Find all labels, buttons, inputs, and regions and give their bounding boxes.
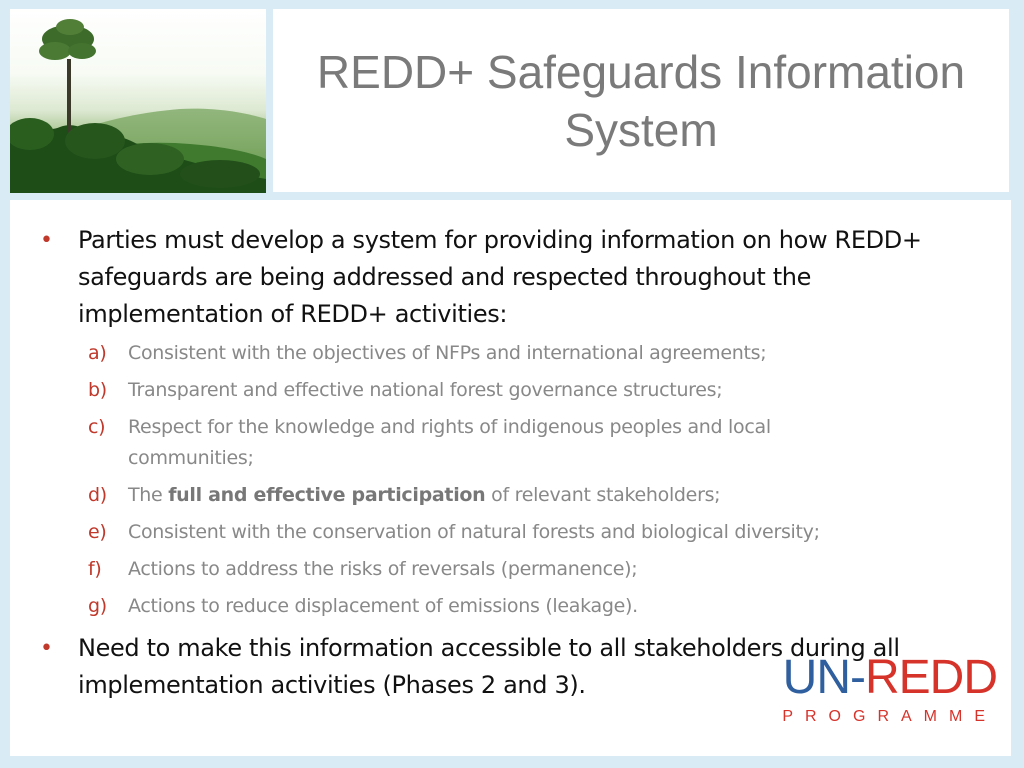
bullet-marker: • xyxy=(40,228,53,253)
un-redd-logo xyxy=(767,652,997,742)
safeguard-text-pre: The xyxy=(128,484,169,506)
bullet-item xyxy=(40,222,980,333)
bullet-text: Parties must develop a system for providing information on how REDD+ safeguards are being addressed and respected throughout the implementation of REDD+ activities: xyxy=(78,226,922,328)
bullet-marker: • xyxy=(40,636,53,661)
safeguard-text-bold: full and effective participation xyxy=(168,484,486,506)
title-panel xyxy=(273,9,1009,192)
safeguard-item xyxy=(88,338,888,369)
logo-wordmark xyxy=(767,652,997,704)
safeguard-marker: c) xyxy=(88,416,106,438)
safeguard-text: Transparent and effective national forest governance structures; xyxy=(128,379,723,401)
safeguard-marker: f) xyxy=(88,558,102,580)
safeguard-marker: b) xyxy=(88,379,107,401)
logo-un: UN xyxy=(782,651,850,704)
safeguard-item xyxy=(88,412,888,474)
safeguard-item xyxy=(88,375,888,406)
safeguard-marker: e) xyxy=(88,521,107,543)
bullet-text: Need to make this information accessible to all stakeholders during all implementation activities (Phases 2 and 3). xyxy=(78,634,900,699)
logo-programme: PROGRAMME xyxy=(782,708,997,725)
safeguard-item xyxy=(88,591,888,622)
safeguard-item xyxy=(88,554,888,585)
safeguard-text: Consistent with the objectives of NFPs and international agreements; xyxy=(128,342,767,364)
safeguard-text: Actions to reduce displacement of emissions (leakage). xyxy=(128,595,638,617)
safeguard-item xyxy=(88,480,888,511)
safeguard-text: Respect for the knowledge and rights of indigenous peoples and local communities; xyxy=(128,416,771,469)
safeguard-text-post: of relevant stakeholders; xyxy=(485,484,721,506)
safeguard-text: Consistent with the conservation of natural forests and biological diversity; xyxy=(128,521,820,543)
safeguard-item xyxy=(88,517,888,548)
safeguard-marker: d) xyxy=(88,484,107,506)
safeguards-list xyxy=(88,338,888,628)
forest-photo xyxy=(10,9,266,193)
safeguard-marker: a) xyxy=(88,342,107,364)
logo-dash: - xyxy=(850,651,865,704)
safeguard-marker: g) xyxy=(88,595,107,617)
content-panel xyxy=(10,200,1011,756)
logo-redd: REDD xyxy=(864,651,997,704)
slide-title: REDD+ Safeguards Information System xyxy=(316,45,966,156)
safeguard-text: Actions to address the risks of reversals (permanence); xyxy=(128,558,638,580)
forest-illustration xyxy=(10,9,266,193)
